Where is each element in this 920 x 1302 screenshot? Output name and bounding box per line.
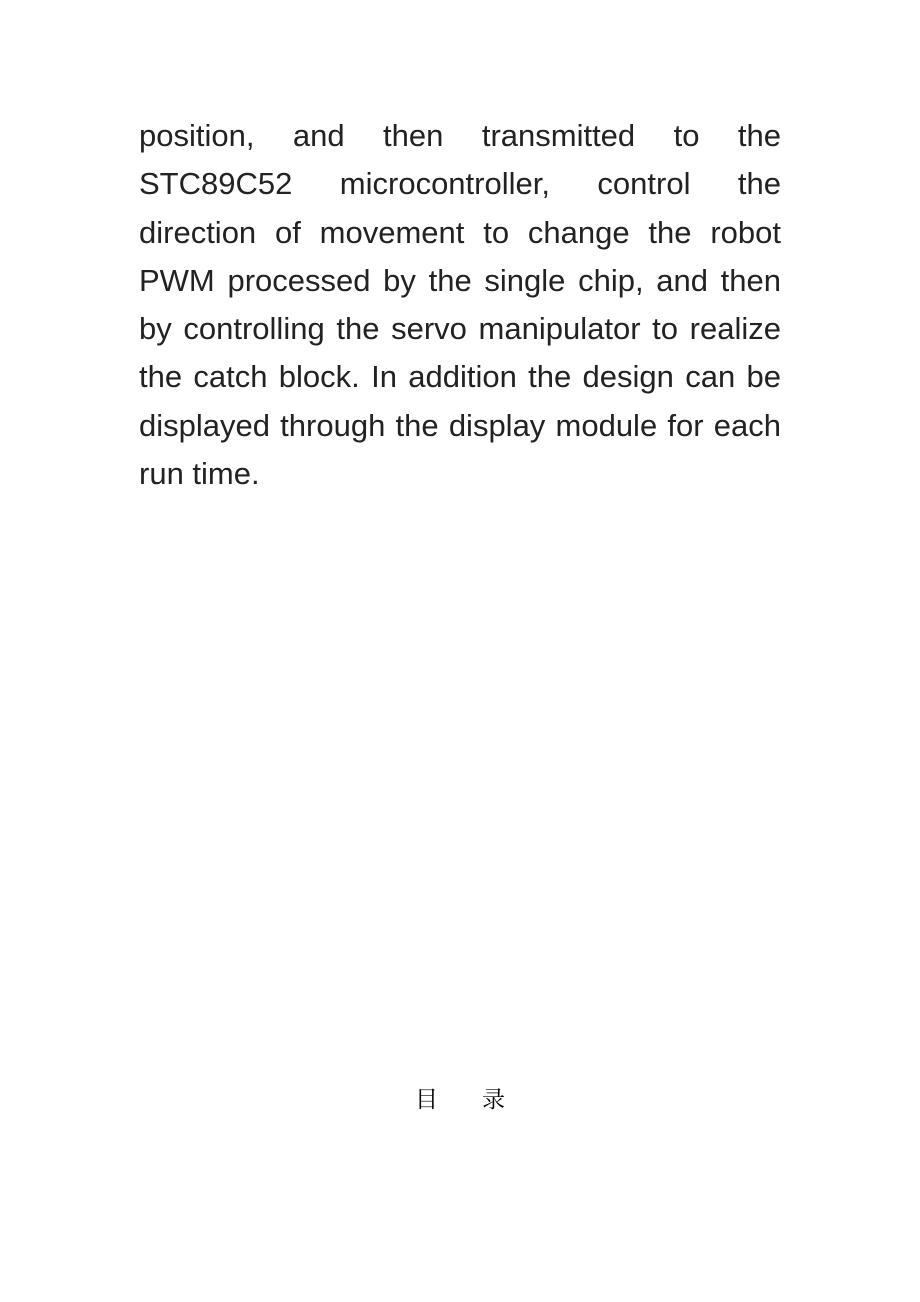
abstract-paragraph: position, and then transmitted to the STC89C52 microcontroller, control the direction of movement to change the robot PWM processed by the single chip, and then by controlling the servo manipulator to realize the catch block. In addition the design can be displayed through the display module for each run time. xyxy=(139,118,781,492)
toc-heading-char-2: 录 xyxy=(482,1087,505,1113)
toc-heading-char-1: 目 xyxy=(415,1087,438,1113)
table-of-contents-heading xyxy=(0,1083,920,1117)
